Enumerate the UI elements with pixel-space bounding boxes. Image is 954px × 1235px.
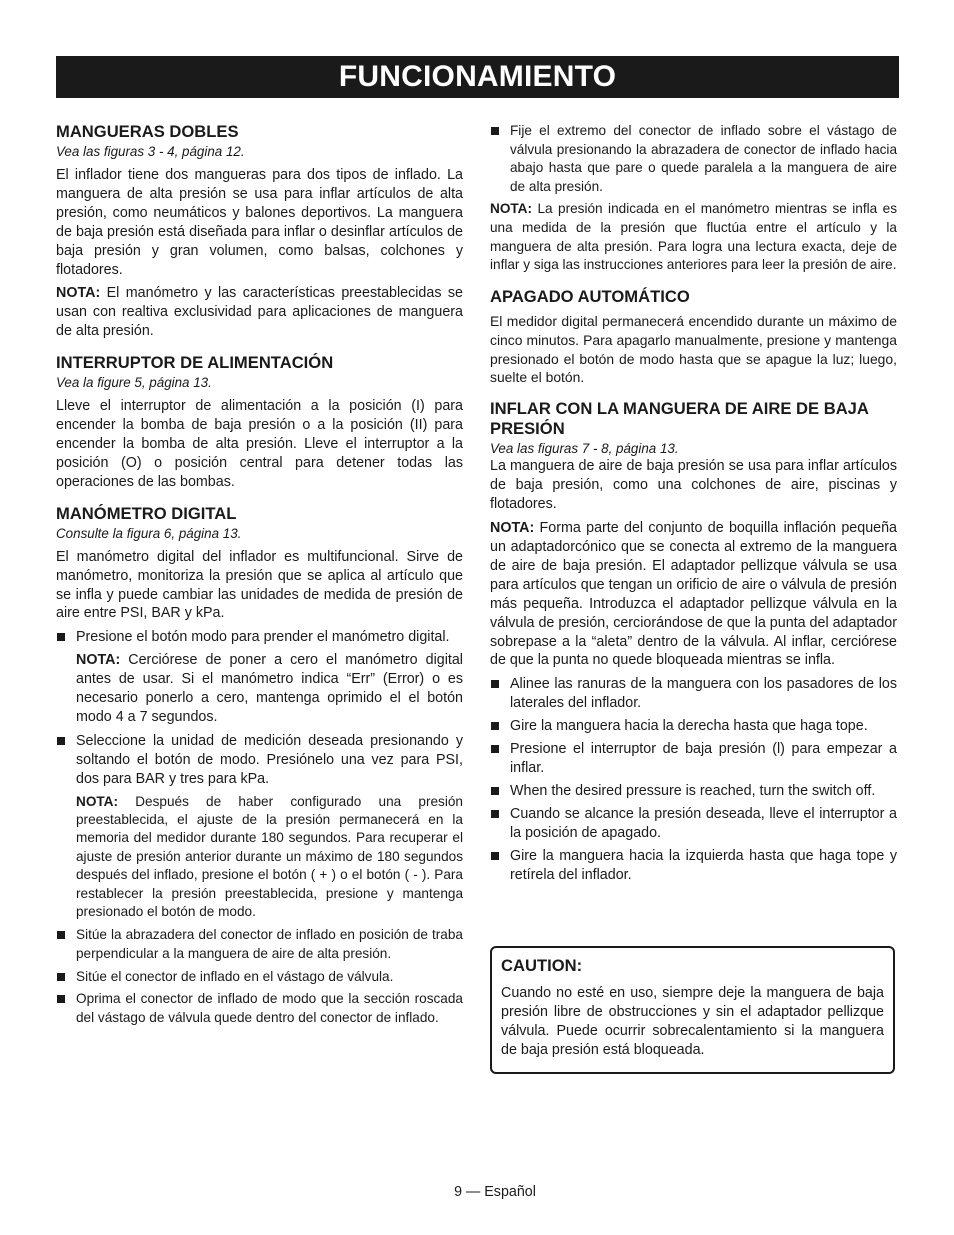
- page-number: 9 — Español: [454, 1184, 536, 1200]
- bullet-text: Oprima el conector de inflado de modo que la sección roscada del vástago de válvula quede dentro del conector de inflado.: [76, 991, 463, 1025]
- bullet-square-icon: [57, 633, 65, 641]
- note: [490, 519, 897, 670]
- note: [56, 793, 463, 922]
- bullet-text: Presione el botón modo para prender el manómetro digital.: [76, 629, 450, 646]
- caution-title: CAUTION:: [501, 956, 583, 975]
- bullet-item: [56, 968, 463, 987]
- bullet-square-icon: [57, 973, 65, 981]
- note-label: NOTA:: [490, 520, 535, 537]
- bullet-item: [56, 990, 463, 1027]
- note-text: El manómetro y las características preestablecidas se usan con realtiva exclusividad para aplicaciones de manguera de alta presión.: [56, 285, 463, 340]
- bullet-square-icon: [57, 931, 65, 939]
- figure-reference: Vea las figuras 3 - 4, página 12.: [56, 144, 245, 159]
- section-inflar-baja-presion: [490, 399, 897, 884]
- bullet-item: [490, 805, 897, 843]
- section-title: MANGUERAS DOBLES: [56, 122, 239, 141]
- note-label: NOTA:: [56, 285, 101, 302]
- bullet-text: Cuando se alcance la presión deseada, lleve el interruptor a la posición de apagado.: [510, 805, 897, 841]
- bullet-item: [490, 847, 897, 885]
- bullet-square-icon: [491, 810, 499, 818]
- bullet-square-icon: [491, 127, 499, 135]
- bullet-square-icon: [491, 745, 499, 753]
- page-title: FUNCIONAMIENTO: [338, 60, 617, 93]
- bullet-text: Fije el extremo del conector de inflado sobre el vástago de válvula presionando la abrazadera de conector de inflado hacia abajo hasta que pare o quede paralela a la manguera de aire de alta presión.: [510, 123, 897, 194]
- page-footer: [0, 1184, 954, 1200]
- bullet-square-icon: [57, 995, 65, 1003]
- bullet-text: Sitúe el conector de inflado en el vástago de válvula.: [76, 968, 394, 984]
- paragraph: La manguera de aire de baja presión se usa para inflar artículos de baja presión, como una colchones de aire, piscinas y flotadores.: [490, 458, 897, 513]
- bullet-text: Presione el interruptor de baja presión (l) para empezar a inflar.: [510, 741, 897, 776]
- bullet-square-icon: [491, 680, 499, 688]
- bullet-text: Seleccione la unidad de medición deseada presionando y soltando el botón de modo. Presiónelo una vez para PSI, dos para BAR y tres para kPa.: [76, 732, 463, 787]
- bullet-item: [490, 675, 897, 713]
- note: [490, 200, 897, 274]
- bullet-item: [56, 628, 463, 647]
- section-title: MANÓMETRO DIGITAL: [56, 503, 237, 523]
- note-label: NOTA:: [76, 652, 121, 669]
- section-interruptor: [56, 353, 463, 492]
- note: [56, 284, 463, 341]
- bullet-square-icon: [491, 722, 499, 730]
- bullet-square-icon: [491, 852, 499, 860]
- left-column: [56, 122, 463, 1031]
- bullet-item: [490, 122, 897, 196]
- bullet-text: Alinee las ranuras de la manguera con los pasadores de los laterales del inflador.: [510, 676, 897, 712]
- note-text: Forma parte del conjunto de boquilla inflación pequeña un adaptadorcónico que se conecta al extremo de la manguera de aire de baja presión. El adaptador pellizque válvula se usa para artículos que tengan un orificio de aire o válvula de presión más pequeña. Introduzca el adaptador pellizque válvula en la válvula de presión, cerciorándose de que la punta del adaptador sobrepase a la “aleta” dentro de la válvula. Al inflar, cerciórese de que la punta no quede bloqueada mientras se infla.: [490, 520, 897, 669]
- bullet-square-icon: [491, 787, 499, 795]
- figure-reference: Vea la figure 5, página 13.: [56, 375, 212, 391]
- note-label: NOTA:: [76, 793, 119, 809]
- bullet-text: Gire la manguera hacia la derecha hasta que haga tope.: [510, 718, 868, 735]
- bullet-item: [490, 717, 897, 736]
- note-label: NOTA:: [490, 201, 533, 217]
- paragraph: El medidor digital permanecerá encendido durante un máximo de cinco minutos. Para apagarlo manualmente, presione y mantenga presionado el botón de modo hasta que se apague la luz; luego, suelte el botón.: [490, 312, 897, 386]
- note-text: La presión indicada en el manómetro mientras se infla es una medida de la presión que fluctúa entre el artículo y la manguera de alta presión. Para logra una lectura exacta, deje de inflar y siga las instrucciones anteriores para leer la presión de aire.: [490, 201, 897, 273]
- caution-box: [490, 946, 895, 1074]
- section-title: INFLAR CON LA MANGUERA DE AIRE DE BAJA PRESIÓN: [490, 399, 869, 439]
- paragraph: Lleve el interruptor de alimentación a la posición (I) para encender la bomba de baja presión o a la posición (II) para encender la bomba de alta presión. Lleve el interruptor a la posición (O) o posición central para detener todas las operaciones de las bombas.: [56, 398, 463, 490]
- bullet-item: [56, 926, 463, 963]
- paragraph: El inflador tiene dos mangueras para dos tipos de inflado. La manguera de alta presión se usa para inflar artículos de alta presión, como neumáticos y balones deportivos. La manguera de baja presión está diseñada para inflar o desinflar artículos de baja presión y gran volumen, como balsas, colchones y flotadores.: [56, 167, 463, 278]
- bullet-text: When the desired pressure is reached, turn the switch off.: [510, 782, 876, 799]
- figure-reference: Vea las figuras 7 - 8, página 13.: [490, 441, 679, 457]
- note-text: Después de haber configurado una presión preestablecida, el ajuste de la presión permanecerá en la memoria del medidor durante 180 segundos. Para recuperar el ajuste de presión anterior durante un máximo de 180 segundos después del inflado, presione el botón ( + ) o el botón ( - ). Para restablecer la presión preestablecida, presione y mantenga presionado el botón de modo.: [76, 793, 463, 919]
- bullet-square-icon: [57, 737, 65, 745]
- bullet-item: [56, 732, 463, 789]
- page-title-banner: [56, 56, 899, 98]
- bullet-text: Gire la manguera hacia la izquierda hasta que haga tope y retírela del inflador.: [510, 847, 897, 883]
- section-title: INTERRUPTOR DE ALIMENTACIÓN: [56, 353, 334, 373]
- bullet-item: [490, 782, 897, 801]
- bullet-text: Sitúe la abrazadera del conector de inflado en posición de traba perpendicular a la manguera de aire de alta presión.: [76, 927, 463, 961]
- figure-reference: Consulte la figura 6, página 13.: [56, 525, 242, 541]
- right-column: [490, 122, 897, 888]
- section-mangueras-dobles: [56, 122, 463, 341]
- note: [56, 651, 463, 727]
- section-apagado-automatico: [490, 287, 897, 388]
- caution-text: Cuando no esté en uso, siempre deje la manguera de baja presión libre de obstrucciones y sin el adaptador pellizque válvula. Puede ocurrir sobrecalentamiento si la manguera de baja presión está bloqueada.: [501, 984, 884, 1058]
- section-manometro-digital: [56, 504, 463, 1028]
- section-title: APAGADO AUTOMÁTICO: [490, 286, 690, 306]
- paragraph: El manómetro digital del inflador es multifuncional. Sirve de manómetro, monitoriza la presión que se aplica al artículo que se infla y puede cambiar las unidades de medida de presión de aire entre PSI, BAR y kPa.: [56, 548, 463, 622]
- bullet-item: [490, 740, 897, 778]
- note-text: Cerciórese de poner a cero el manómetro digital antes de usar. Si el manómetro indica “Err” (Error) o es necesario ponerlo a cero, mantenga oprimido el el botón modo 4 a 7 segundos.: [76, 652, 463, 725]
